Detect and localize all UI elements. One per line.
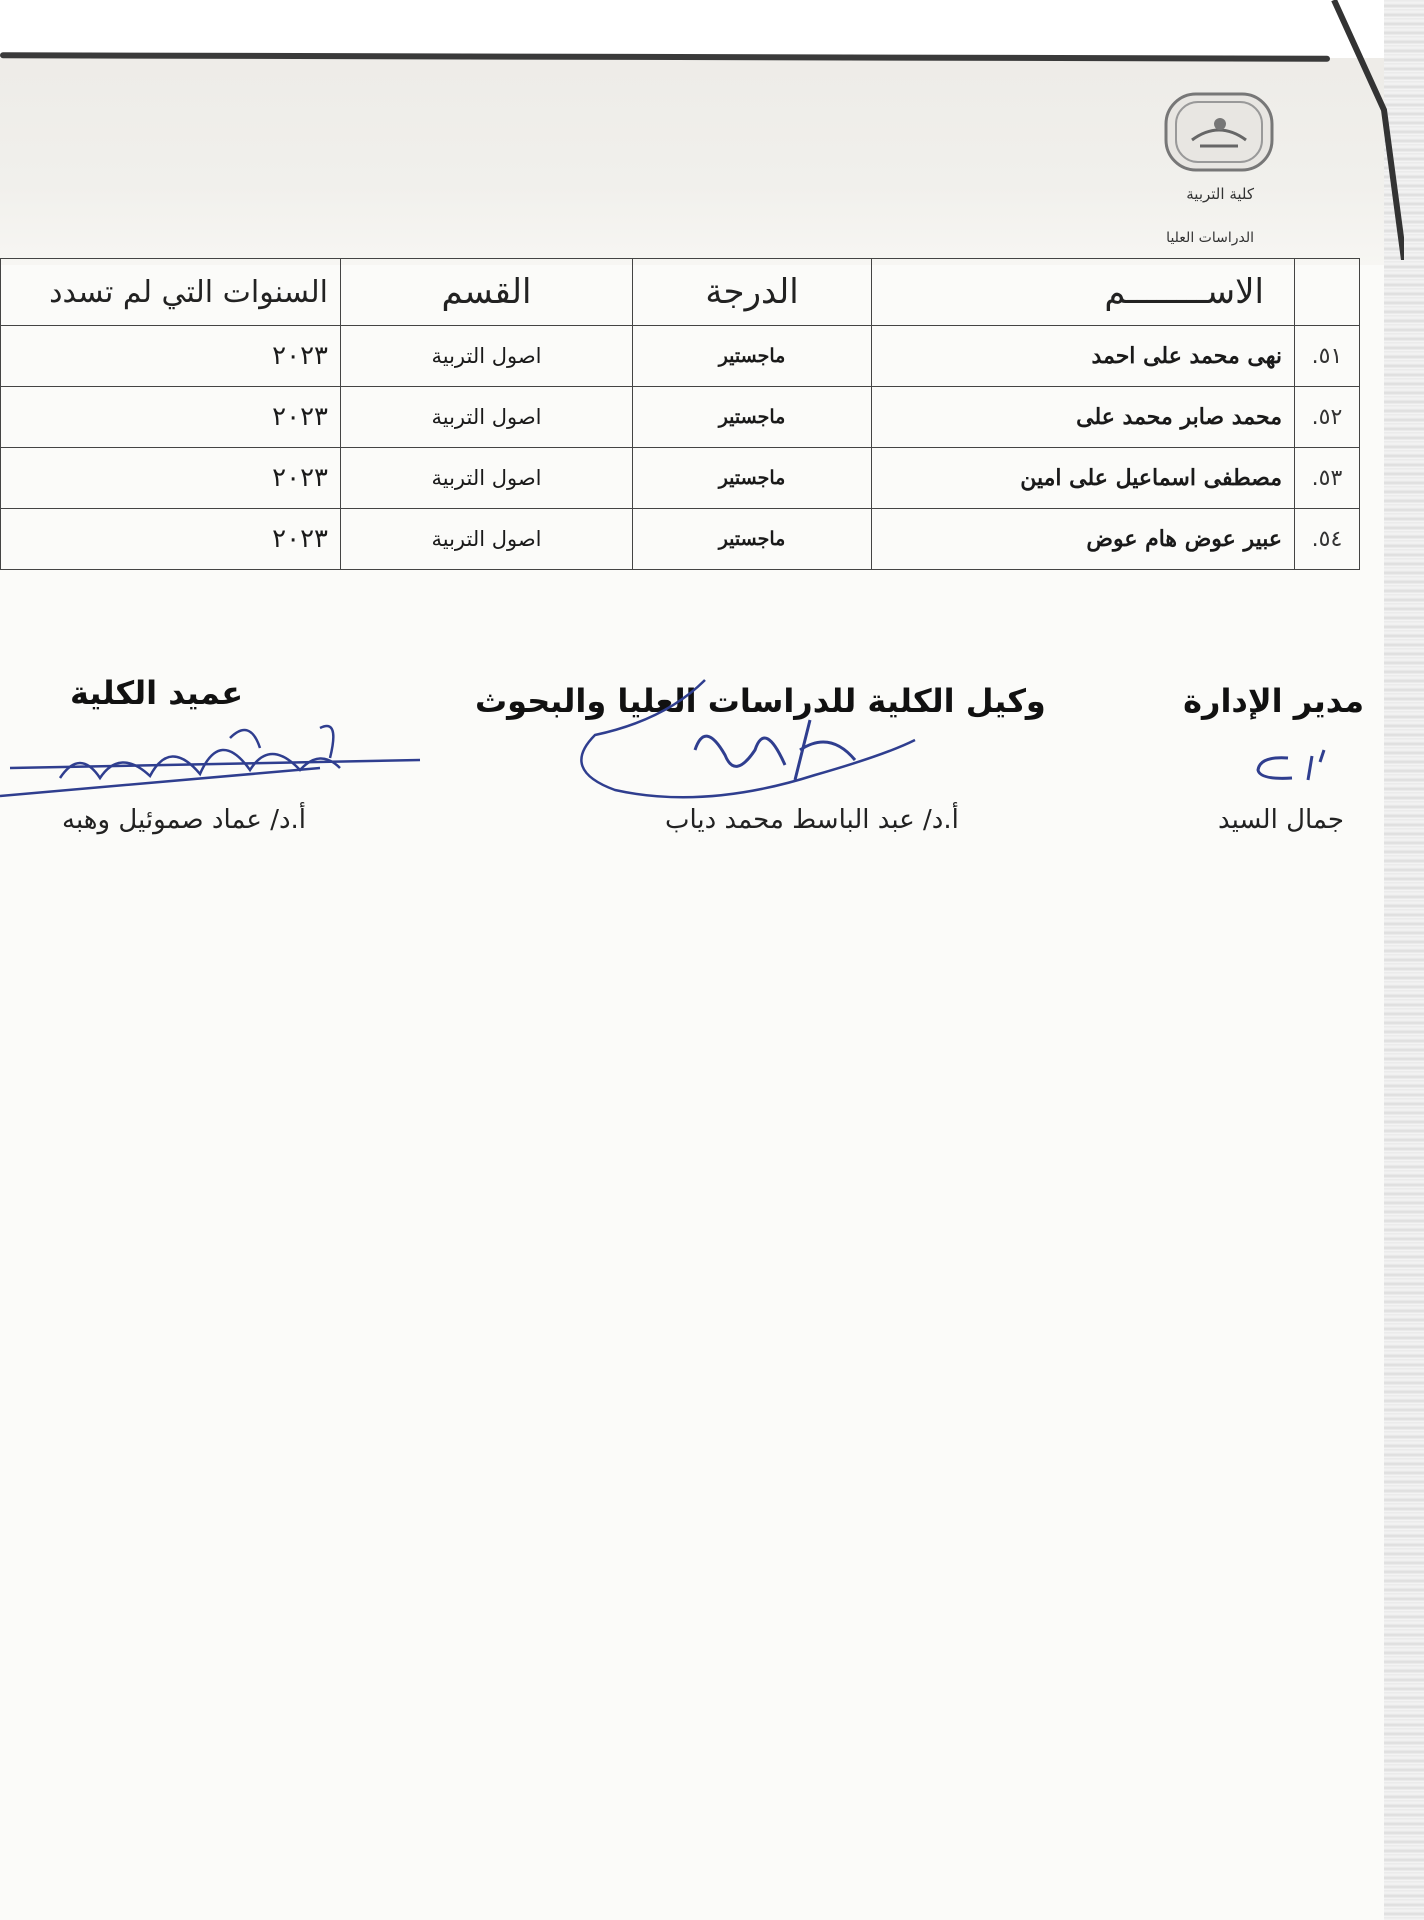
- row-number: ٥١.: [1295, 326, 1360, 387]
- table-row: [1, 387, 1360, 448]
- student-name: عبير عوض هام عوض: [872, 509, 1295, 570]
- page-corner-fold: [1324, 0, 1404, 260]
- manager-title: مدير الإدارة: [1183, 682, 1364, 720]
- table-row: [1, 326, 1360, 387]
- department-column-header: القسم: [341, 259, 633, 326]
- years-column-header: السنوات التي لم تسدد: [1, 259, 341, 326]
- degree-column-header: الدرجة: [633, 259, 872, 326]
- department-name: الدراسات العليا: [1166, 230, 1254, 246]
- dean-title: عميد الكلية: [70, 674, 244, 712]
- name-column-header: الاســــــــم: [872, 259, 1295, 326]
- vice-dean-name: أ.د/ عبد الباسط محمد دياب: [665, 805, 959, 835]
- table-row: [1, 509, 1360, 570]
- vice-dean-title: وكيل الكلية للدراسات العليا والبحوث: [475, 682, 1046, 720]
- college-name: كلية التربية: [1186, 185, 1254, 203]
- student-degree: ماجستير: [633, 326, 872, 387]
- student-degree: ماجستير: [633, 448, 872, 509]
- dean-signature: [0, 708, 440, 808]
- student-name: محمد صابر محمد على: [872, 387, 1295, 448]
- manager-name: جمال السيد: [1217, 805, 1344, 835]
- student-department: اصول التربية: [341, 326, 633, 387]
- table-row: [1, 448, 1360, 509]
- table-header-row: [1, 259, 1360, 326]
- page-edge-shadow: [1384, 0, 1424, 1920]
- unpaid-year: ٢٠٢٣: [1, 448, 341, 509]
- student-name: مصطفى اسماعيل على امين: [872, 448, 1295, 509]
- number-column-header: [1295, 259, 1360, 326]
- faculty-logo: [1160, 90, 1278, 174]
- dean-name: أ.د/ عماد صموئيل وهبه: [62, 805, 307, 835]
- student-department: اصول التربية: [341, 387, 633, 448]
- student-name: نهى محمد على احمد: [872, 326, 1295, 387]
- student-degree: ماجستير: [633, 387, 872, 448]
- manager-signature: [1230, 744, 1350, 794]
- student-degree: ماجستير: [633, 509, 872, 570]
- row-number: ٥٢.: [1295, 387, 1360, 448]
- unpaid-year: ٢٠٢٣: [1, 326, 341, 387]
- student-department: اصول التربية: [341, 509, 633, 570]
- row-number: ٥٣.: [1295, 448, 1360, 509]
- unpaid-year: ٢٠٢٣: [1, 387, 341, 448]
- top-margin: [0, 0, 1424, 58]
- student-department: اصول التربية: [341, 448, 633, 509]
- students-table: [0, 258, 1360, 570]
- unpaid-year: ٢٠٢٣: [1, 509, 341, 570]
- row-number: ٥٤.: [1295, 509, 1360, 570]
